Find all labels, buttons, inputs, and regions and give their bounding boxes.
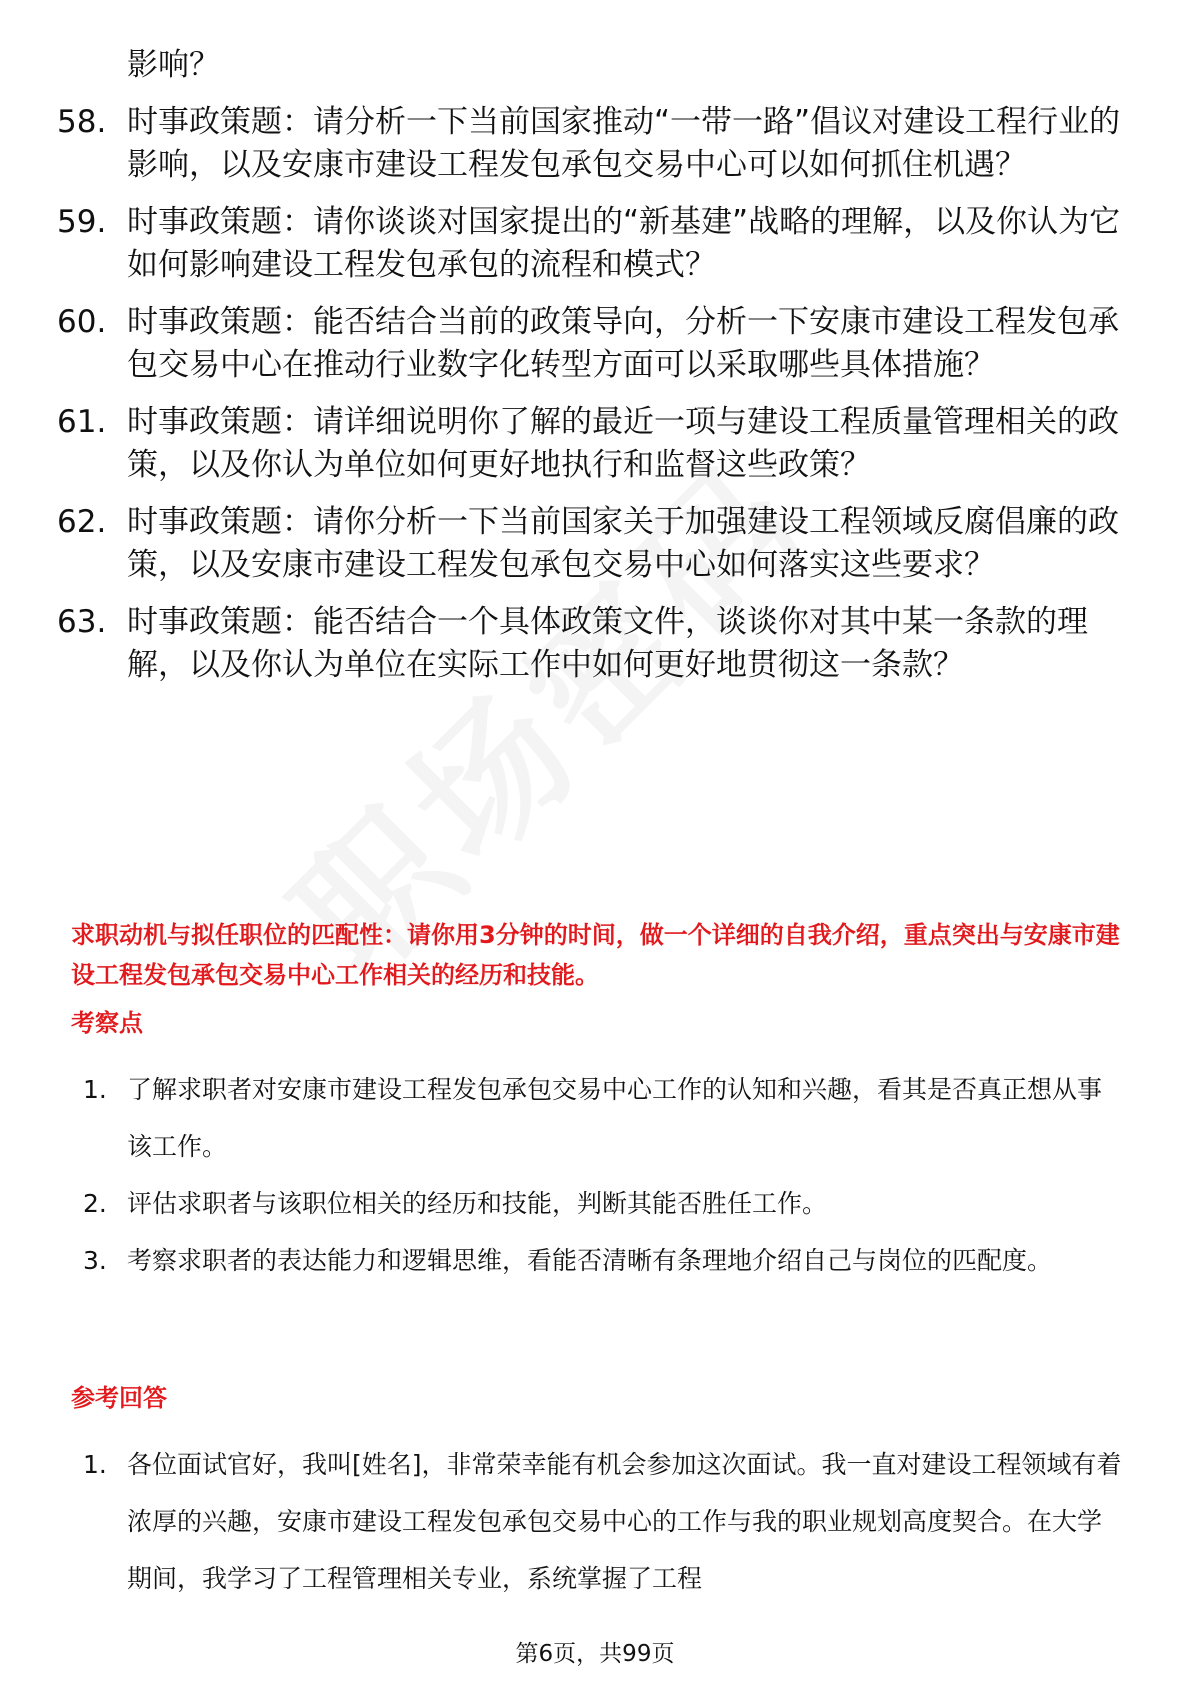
list-item: [83, 1061, 1123, 1175]
question-text: 时事政策题：能否结合一个具体政策文件，谈谈你对其中某一条款的理解，以及你认为单位在实际工作中如何更好地贯彻这一条款？: [127, 604, 1088, 683]
list-item: [83, 1436, 1123, 1607]
page-footer: 第6页，共99页: [515, 1641, 675, 1667]
item-number: 1.: [83, 1075, 107, 1104]
question-number: 63.: [57, 604, 107, 640]
list-item: [57, 601, 1137, 687]
question-list: [57, 44, 1137, 701]
item-number: 2.: [83, 1189, 107, 1218]
question-text: 时事政策题：请详细说明你了解的最近一项与建设工程质量管理相关的政策，以及你认为单位如何更好地执行和监督这些政策？: [127, 404, 1119, 483]
question-number: 58.: [57, 104, 107, 140]
list-item: [57, 501, 1137, 587]
item-number: 1.: [83, 1450, 107, 1479]
item-text: 各位面试官好，我叫[姓名]，非常荣幸能有机会参加这次面试。我一直对建设工程领域有着浓厚的兴趣，安康市建设工程发包承包交易中心的工作与我的职业规划高度契合。在大学期间，我学习了工程管理相关专业，系统掌握了工程: [127, 1450, 1122, 1593]
item-text: 了解求职者对安康市建设工程发包承包交易中心工作的认知和兴趣，看其是否真正想从事该工作。: [127, 1075, 1103, 1161]
list-item: [57, 301, 1137, 387]
assessment-title: 考察点: [71, 1009, 143, 1037]
question-text: 时事政策题：请你分析一下当前国家关于加强建设工程领域反腐倡廉的政策，以及安康市建设工程发包承包交易中心如何落实这些要求？: [127, 504, 1119, 583]
question-text: 时事政策题：能否结合当前的政策导向，分析一下安康市建设工程发包承包交易中心在推动行业数字化转型方面可以采取哪些具体措施？: [127, 304, 1119, 383]
assessment-list: [83, 1061, 1123, 1289]
list-item: [57, 101, 1137, 187]
question-number: 61.: [57, 404, 107, 440]
list-item: [57, 401, 1137, 487]
reference-title: 参考回答: [71, 1384, 167, 1412]
list-item: [57, 201, 1137, 287]
item-text: 考察求职者的表达能力和逻辑思维，看能否清晰有条理地介绍自己与岗位的匹配度。: [127, 1246, 1053, 1275]
question-number: 60.: [57, 304, 107, 340]
question-text: 时事政策题：请你谈谈对国家提出的“新基建”战略的理解，以及你认为它如何影响建设工程发包承包的流程和模式？: [127, 204, 1121, 283]
item-text: 评估求职者与该职位相关的经历和技能，判断其能否胜任工作。: [127, 1189, 828, 1218]
question-heading: 求职动机与拟任职位的匹配性：请你用3分钟的时间，做一个详细的自我介绍，重点突出与安康市建设工程发包承包交易中心工作相关的经历和技能。: [71, 921, 1120, 989]
question-number: 62.: [57, 504, 107, 540]
question-number: 59.: [57, 204, 107, 240]
item-number: 3.: [83, 1246, 107, 1275]
question-continuation: 影响？: [127, 47, 220, 83]
list-item: [83, 1232, 1123, 1289]
list-item: [83, 1175, 1123, 1232]
reference-list: [83, 1436, 1123, 1607]
question-text: 时事政策题：请分析一下当前国家推动“一带一路”倡议对建设工程行业的影响，以及安康市建设工程发包承包交易中心可以如何抓住机遇？: [127, 104, 1121, 183]
